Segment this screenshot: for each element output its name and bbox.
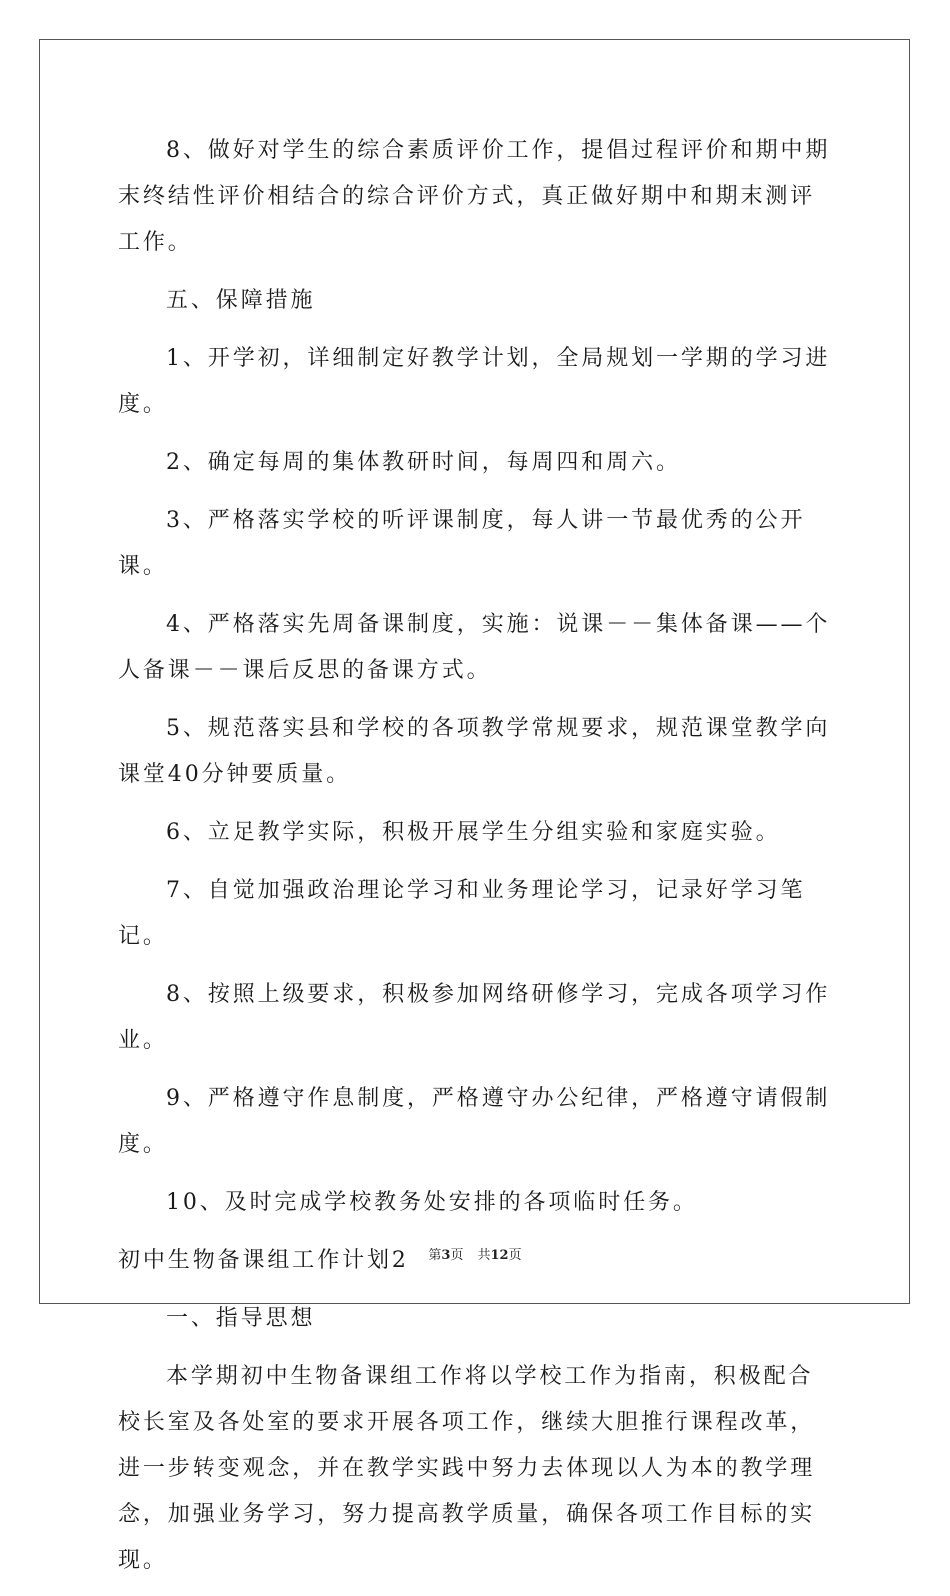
document-title: 初中生物备课组工作计划2 — [118, 1248, 409, 1273]
page-total — [477, 1248, 521, 1263]
list-item: 10、及时完成学校教务处安排的各项临时任务。 — [166, 1190, 698, 1215]
paragraph: 8、做好对学生的综合素质评价工作，提倡过程评价和期中期末终结性评价相结合的综合评价方式，真正做好期中和期末测评工作。 — [118, 138, 831, 255]
page-footer — [0, 1244, 950, 1263]
list-item: 4、严格落实先周备课制度，实施：说课－－集体备课——个人备课－－课后反思的备课方式。 — [118, 612, 831, 683]
total-pages: 12 — [490, 1248, 509, 1263]
list-item: 2、确定每周的集体教研时间，每周四和周六。 — [166, 450, 681, 475]
page-suffix: 页 — [450, 1248, 464, 1263]
list-item: 6、立足教学实际，积极开展学生分组实验和家庭实验。 — [166, 820, 781, 845]
page-number — [428, 1248, 463, 1263]
list-item: 3、严格落实学校的听评课制度，每人讲一节最优秀的公开课。 — [118, 508, 806, 579]
list-item: 1、开学初，详细制定好教学计划，全局规划一学期的学习进度。 — [118, 346, 831, 417]
document-body — [118, 128, 836, 1596]
list-item: 9、严格遵守作息制度，严格遵守办公纪律，严格遵守请假制度。 — [118, 1086, 831, 1157]
list-item: 8、按照上级要求，积极参加网络研修学习，完成各项学习作业。 — [118, 982, 831, 1053]
total-suffix: 页 — [508, 1248, 522, 1263]
list-item: 5、规范落实县和学校的各项教学常规要求，规范课堂教学向课堂40分钟要质量。 — [118, 716, 831, 787]
total-prefix: 共 — [477, 1248, 491, 1263]
paragraph: 本学期初中生物备课组工作将以学校工作为指南，积极配合校长室及各处室的要求开展各项工作，继续大胆推行课程改革，进一步转变观念，并在教学实践中努力去体现以人为本的教学理念，加强业务学习，努力提高教学质量，确保各项工作目标的实现。 — [118, 1364, 816, 1573]
list-item: 7、自觉加强政治理论学习和业务理论学习，记录好学习笔记。 — [118, 878, 806, 949]
section-heading: 一、指导思想 — [166, 1306, 316, 1331]
current-page: 3 — [441, 1248, 451, 1263]
page-prefix: 第 — [428, 1248, 442, 1263]
section-heading: 五、保障措施 — [166, 288, 316, 313]
